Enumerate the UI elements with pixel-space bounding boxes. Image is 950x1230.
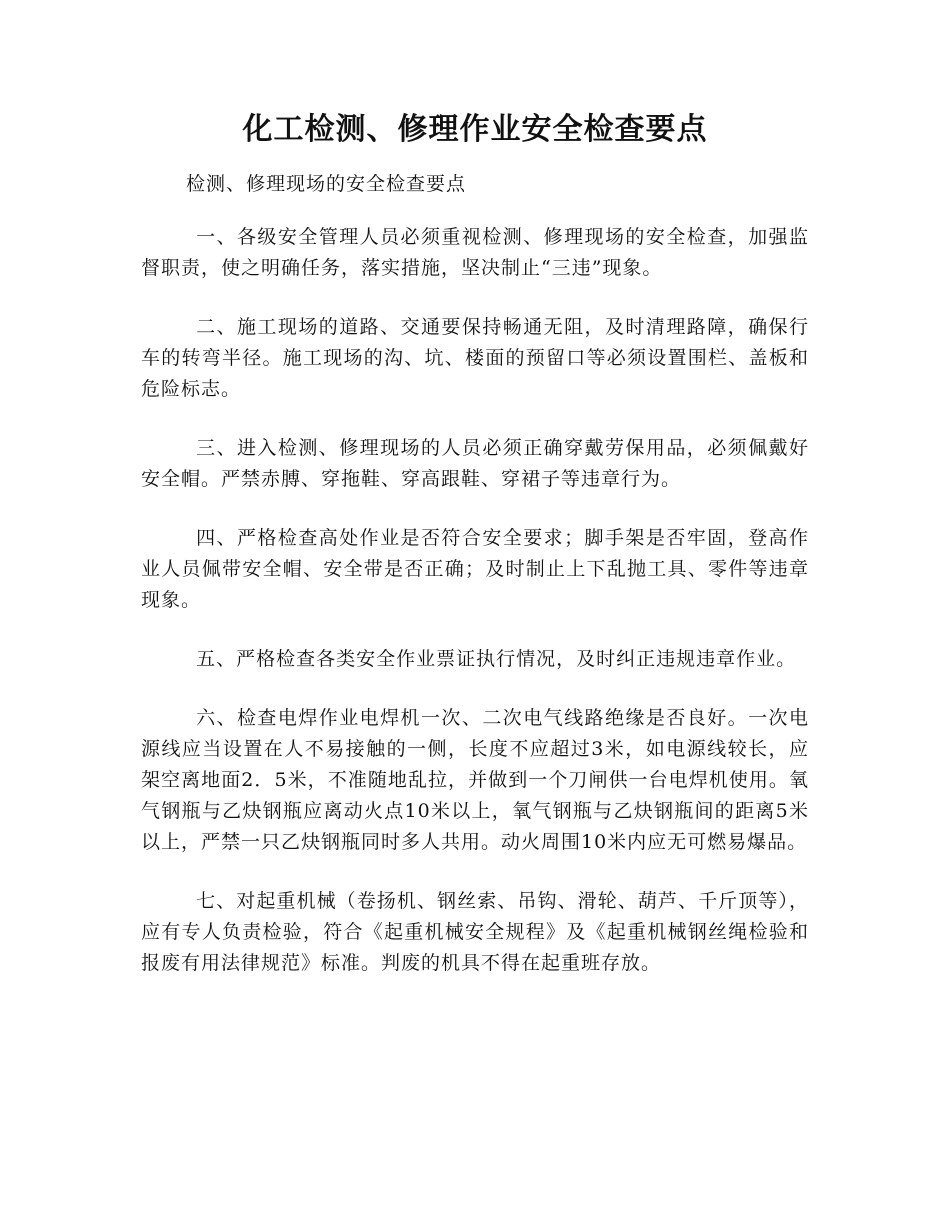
paragraph-4: 四、严格检查高处作业是否符合安全要求；脚手架是否牢固，登高作业人员佩带安全帽、安全带是否正确；及时制止上下乱抛工具、零件等违章现象。 <box>141 527 809 611</box>
paragraph-5: 五、严格检查各类安全作业票证执行情况，及时纠正违规违章作业。 <box>196 648 797 670</box>
paragraph-3: 三、进入检测、修理现场的人员必须正确穿戴劳保用品，必须佩戴好安全帽。严禁赤膊、穿拖鞋、穿高跟鞋、穿裙子等违章行为。 <box>141 437 809 490</box>
paragraph-1: 一、各级安全管理人员必须重视检测、修理现场的安全检查，加强监督职责，使之明确任务，落实措施，坚决制止“三违”现象。 <box>141 226 809 279</box>
paragraph-6: 六、检查电焊作业电焊机一次、二次电气线路绝缘是否良好。一次电源线应当设置在人不易接触的一侧，长度不应超过3米，如电源线较长，应架空离地面2．5米，不准随地乱拉，并做到一个刀闸供一台电焊机使用。氧气钢瓶与乙炔钢瓶应离动火点10米以上，氧气钢瓶与乙炔钢瓶间的距离5米以上，严禁一只乙炔钢瓶同时多人共用。动火周围10米内应无可燃易爆品。 <box>141 707 809 853</box>
document-body <box>141 222 809 1007</box>
paragraph-2: 二、施工现场的道路、交通要保持畅通无阻，及时清理路障，确保行车的转弯半径。施工现场的沟、坑、楼面的预留口等必须设置围栏、盖板和危险标志。 <box>141 316 809 400</box>
paragraph-7: 七、对起重机械（卷扬机、钢丝索、吊钩、滑轮、葫芦、千斤顶等），应有专人负责检验，符合《起重机械安全规程》及《起重机械钢丝绳检验和报废有用法律规范》标准。判废的机具不得在起重班存放。 <box>141 890 809 974</box>
document-title: 化工检测、修理作业安全检查要点 <box>242 112 708 147</box>
document-subtitle: 检测、修理现场的安全检查要点 <box>186 173 467 195</box>
